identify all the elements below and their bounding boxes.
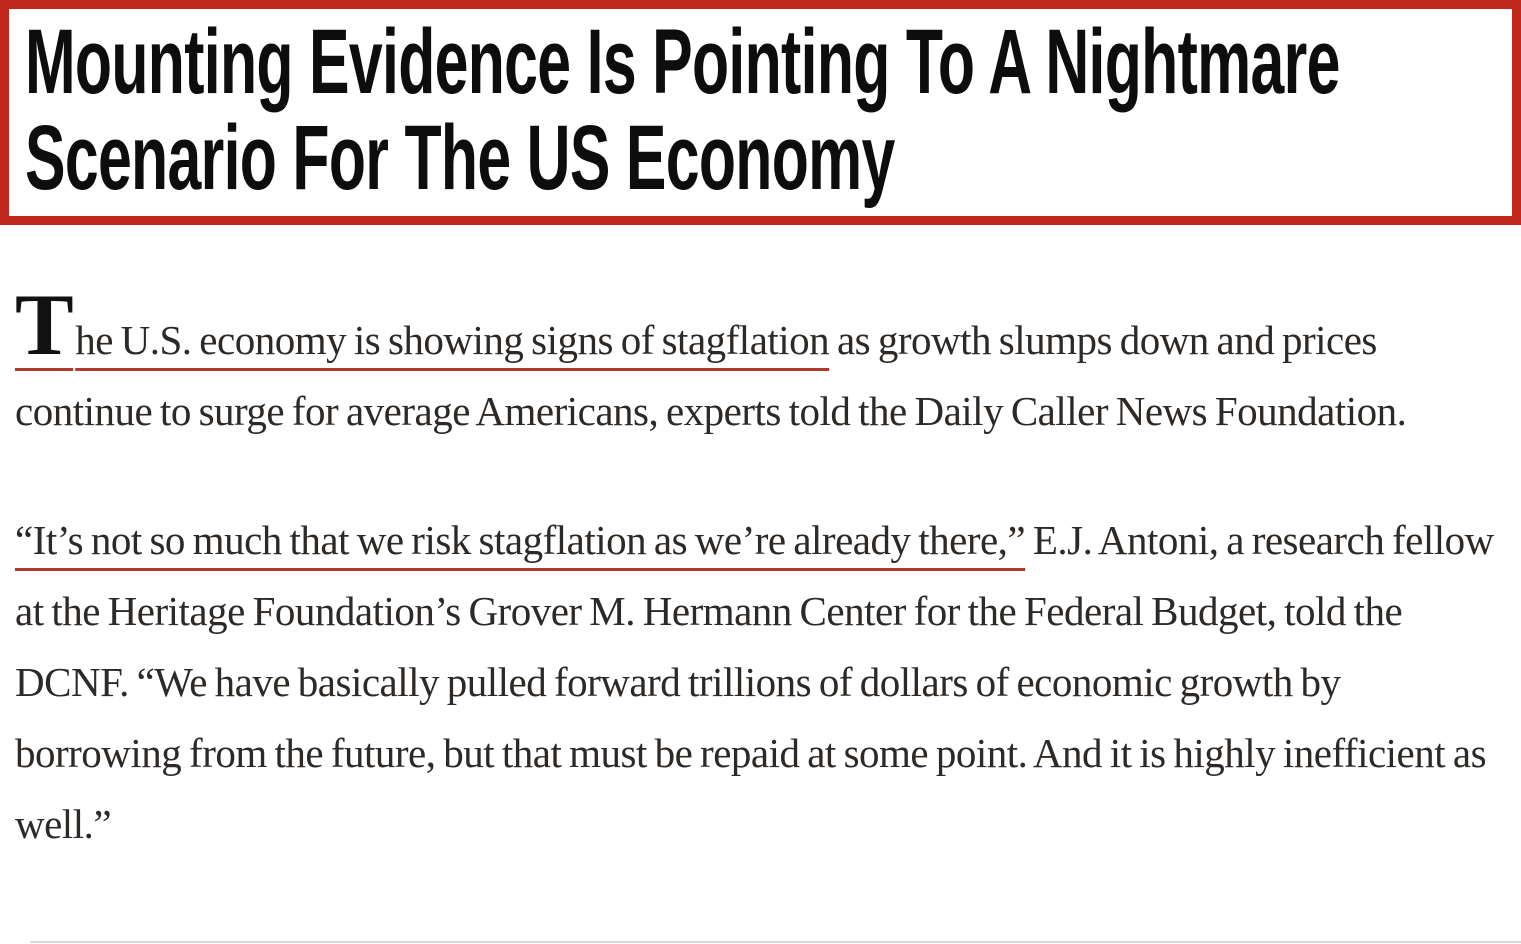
paragraph-1-rest: as growth slumps down and prices continue to surge for average Americans, experts told the Daily Caller News Foundation. (15, 317, 1407, 434)
headline-box (0, 0, 1521, 225)
article-headline (25, 11, 1512, 209)
paragraph-2 (15, 505, 1511, 860)
lede-underlined-text: he U.S. economy is showing signs of stagflation (75, 317, 830, 363)
quote-underlined-segment: “It’s not so much that we risk stagflation as we’re already there,” (15, 517, 1026, 563)
article-body (0, 277, 1521, 860)
drop-cap: T (15, 277, 74, 374)
lede-underlined-segment (15, 277, 830, 374)
paragraph-1 (15, 277, 1511, 447)
headline-line-1: Mounting Evidence Is Pointing To A Nightmare (25, 11, 1340, 113)
headline-line-2: Scenario For The US Economy (25, 107, 895, 209)
bottom-divider (30, 941, 1521, 943)
paragraph-2-rest: E.J. Antoni, a research fellow at the Heritage Foundation’s Grover M. Hermann Center for the Federal Budget, told the DCNF. “We have basically pulled forward trillions of dollars of economic growth by borrowing from the future, but that must be repaid at some point. And it is highly inefficient as well.” (15, 517, 1494, 847)
